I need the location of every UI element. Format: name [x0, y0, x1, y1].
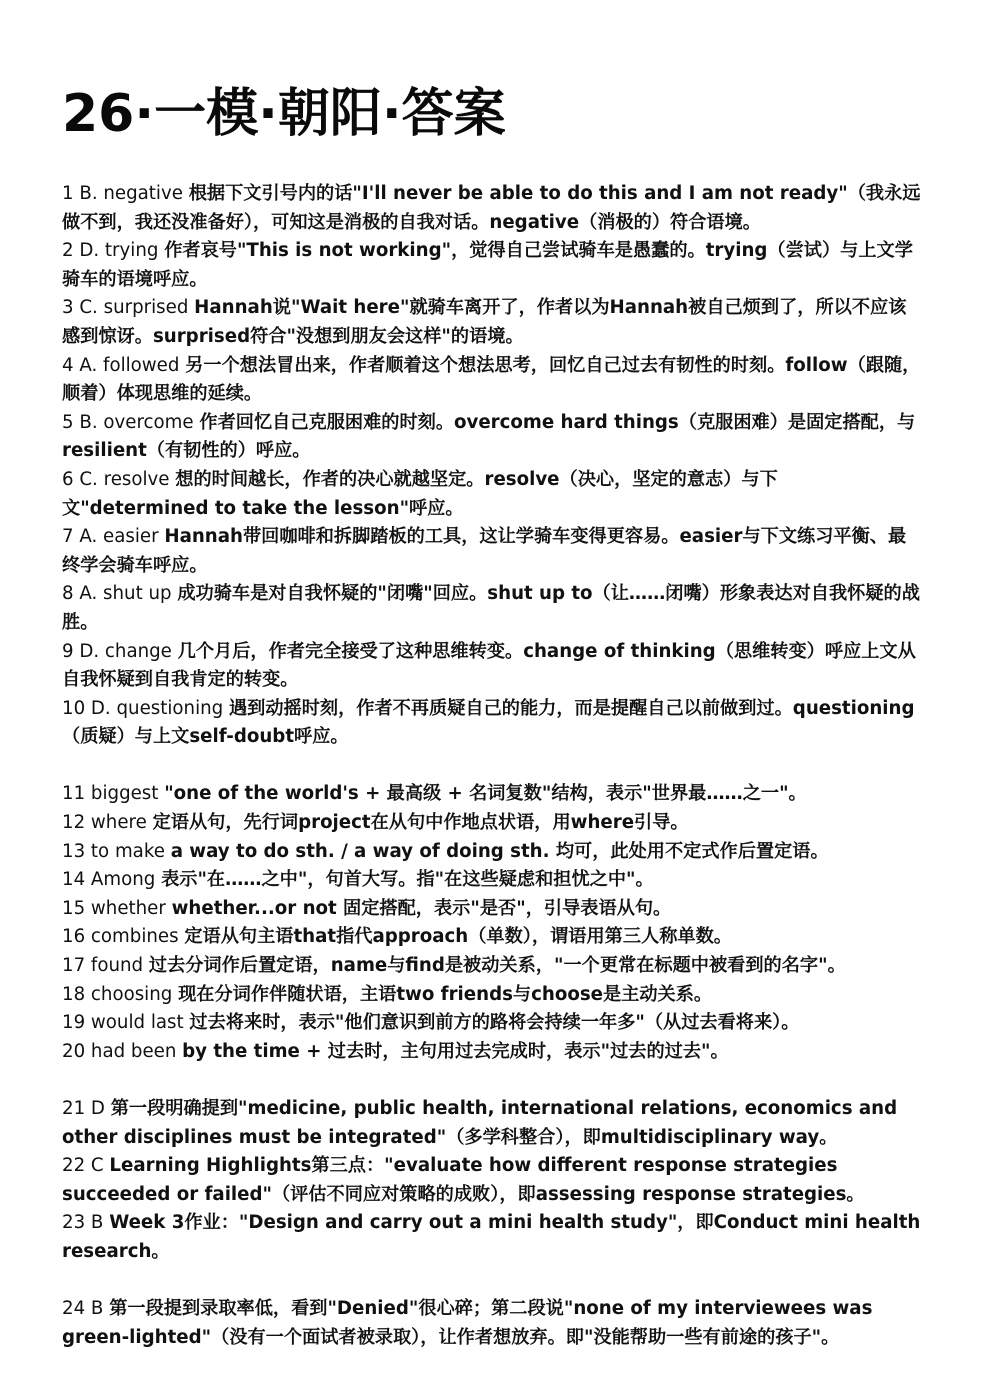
answer-item [62, 895, 922, 924]
answer-key: 4 A. followed [62, 354, 186, 376]
answer-key: 24 B [62, 1298, 110, 1320]
answer-item [62, 466, 922, 523]
answer-item [62, 952, 922, 981]
answer-explanation: 想的时间越长，作者的决心就越坚定。resolve（决心，坚定的意志）与下文"determined to take the lesson"呼应。 [62, 468, 778, 519]
answer-explanation: 定语从句，先行词project在从句中作地点状语，用where引导。 [152, 812, 689, 834]
answer-explanation: whether...or not 固定搭配，表示"是否"，引导表语从句。 [171, 897, 672, 919]
answer-explanation: 成功骑车是对自我怀疑的"闭嘴"回应。shut up to（让……闭嘴）形象表达对自我怀疑的战胜。 [62, 583, 920, 633]
answer-item [62, 695, 922, 752]
answer-item [62, 294, 922, 351]
section-cloze [62, 180, 922, 752]
answer-explanation: 过去将来时，表示"他们意识到前方的路将会持续一年多"（从过去看将来）。 [189, 1012, 800, 1034]
answer-key: 19 would last [62, 1012, 190, 1034]
answer-explanation: 定语从句主语that指代approach（单数），谓语用第三人称单数。 [184, 926, 732, 948]
answer-item [62, 409, 922, 466]
answer-key: 5 B. overcome [62, 411, 200, 433]
answer-item [62, 580, 922, 637]
answer-explanation: Hannah带回咖啡和拆脚踏板的工具，这让学骑车变得更容易。easier与下文练习平衡、最终学会骑车呼应。 [62, 526, 907, 576]
answer-key: 20 had been [62, 1040, 183, 1062]
section-gap [62, 752, 922, 781]
answer-key: 14 Among [62, 869, 162, 891]
answer-page [62, 78, 922, 1352]
answer-item [62, 237, 922, 294]
answer-key: 13 to make [62, 840, 171, 862]
answer-explanation: 根据下文引号内的话"I'll never be able to do this and I am not ready"（我永远做不到，我还没准备好），可知这是消极的自我对话。negative（消极的）符合语境。 [62, 183, 921, 233]
answer-explanation: 几个月后，作者完全接受了这种思维转变。change of thinking（思维转变）呼应上文从自我怀疑到自我肯定的转变。 [62, 640, 916, 691]
answer-item [62, 523, 922, 580]
answer-key: 11 biggest [62, 783, 165, 805]
answer-key: 23 B [62, 1212, 110, 1234]
answer-explanation: a way to do sth. / a way of doing sth. 均可，此处用不定式作后置定语。 [170, 840, 829, 862]
answer-key: 3 C. surprised [62, 297, 195, 319]
section-reading-b [62, 1295, 922, 1352]
answer-key: 6 C. resolve [62, 468, 176, 490]
answer-explanation: 另一个想法冒出来，作者顺着这个想法思考，回忆自己过去有韧性的时刻。follow（跟随，顺着）体现思维的延续。 [62, 354, 921, 405]
answer-explanation: 过去分词作后置定语，name与find是被动关系，"一个更常在标题中被看到的名字"。 [148, 955, 846, 977]
answer-item [62, 780, 922, 809]
answer-item [62, 981, 922, 1010]
answer-key: 9 D. change [62, 640, 178, 662]
answer-item [62, 1295, 922, 1352]
answer-item [62, 1038, 922, 1067]
answer-explanation: Week 3作业："Design and carry out a mini health study"，即Conduct mini health research。 [62, 1212, 921, 1262]
answer-item [62, 1095, 922, 1152]
answer-explanation: 第一段提到录取率低，看到"Denied"很心碎；第二段说"none of my interviewees was green-lighted"（没有一个面试者被录取），让作者想放弃。即"没能帮助一些有前途的孩子"。 [62, 1298, 873, 1348]
answer-explanation: 现在分词作伴随状语，主语two friends与choose是主动关系。 [178, 983, 713, 1005]
answer-key: 15 whether [62, 897, 172, 919]
answer-key: 17 found [62, 955, 149, 977]
answer-item [62, 638, 922, 695]
answer-item [62, 923, 922, 952]
answer-explanation: 作者回忆自己克服困难的时刻。overcome hard things（克服困难）是固定搭配，与resilient（有韧性的）呼应。 [62, 411, 916, 462]
answer-key: 16 combines [62, 926, 185, 948]
section-reading-a [62, 1095, 922, 1267]
answer-item [62, 352, 922, 409]
answer-item [62, 180, 922, 237]
answer-explanation: 遇到动摇时刻，作者不再质疑自己的能力，而是提醒自己以前做到过。questioning（质疑）与上文self-doubt呼应。 [62, 697, 915, 748]
answer-item [62, 1009, 922, 1038]
answer-explanation: 作者哀号"This is not working"，觉得自己尝试骑车是愚蠢的。trying（尝试）与上文学骑车的语境呼应。 [62, 240, 913, 290]
answer-explanation: by the time + 过去时，主句用过去完成时，表示"过去的过去"。 [182, 1040, 729, 1062]
answer-item [62, 809, 922, 838]
answer-key: 2 D. trying [62, 240, 165, 262]
answer-key: 12 where [62, 812, 153, 834]
answer-explanation: 第一段明确提到"medicine, public health, international relations, economics and other disciplines must be integrated"（多学科整合），即multidisciplinary way。 [62, 1098, 898, 1148]
answer-item [62, 1209, 922, 1266]
answer-key: 18 choosing [62, 983, 179, 1005]
answer-key: 1 B. negative [62, 183, 189, 204]
answer-explanation: "one of the world's + 最高级 + 名词复数"结构，表示"世界最……之一"。 [164, 783, 807, 805]
section-gap [62, 1066, 922, 1095]
answer-key: 7 A. easier [62, 526, 165, 548]
page-title: 26·一模·朝阳·答案 [62, 84, 506, 144]
answer-item [62, 866, 922, 895]
section-gap [62, 1267, 922, 1296]
answer-item [62, 838, 922, 867]
answer-explanation: 表示"在……之中"，句首大写。指"在这些疑虑和担忧之中"。 [161, 869, 654, 891]
answer-key: 22 C [62, 1155, 110, 1177]
answer-explanation: Hannah说"Wait here"就骑车离开了，作者以为Hannah被自己烦到了，所以不应该感到惊讶。surprised符合"没想到朋友会这样"的语境。 [62, 297, 907, 347]
answer-key: 21 D [62, 1098, 111, 1119]
section-grammar [62, 780, 922, 1066]
answer-item [62, 1152, 922, 1209]
answer-key: 10 D. questioning [62, 697, 229, 719]
answer-key: 8 A. shut up [62, 583, 178, 605]
answer-explanation: Learning Highlights第三点："evaluate how different response strategies succeeded or failed"（评估不同应对策略的成败），即assessing response strategies。 [62, 1155, 865, 1205]
